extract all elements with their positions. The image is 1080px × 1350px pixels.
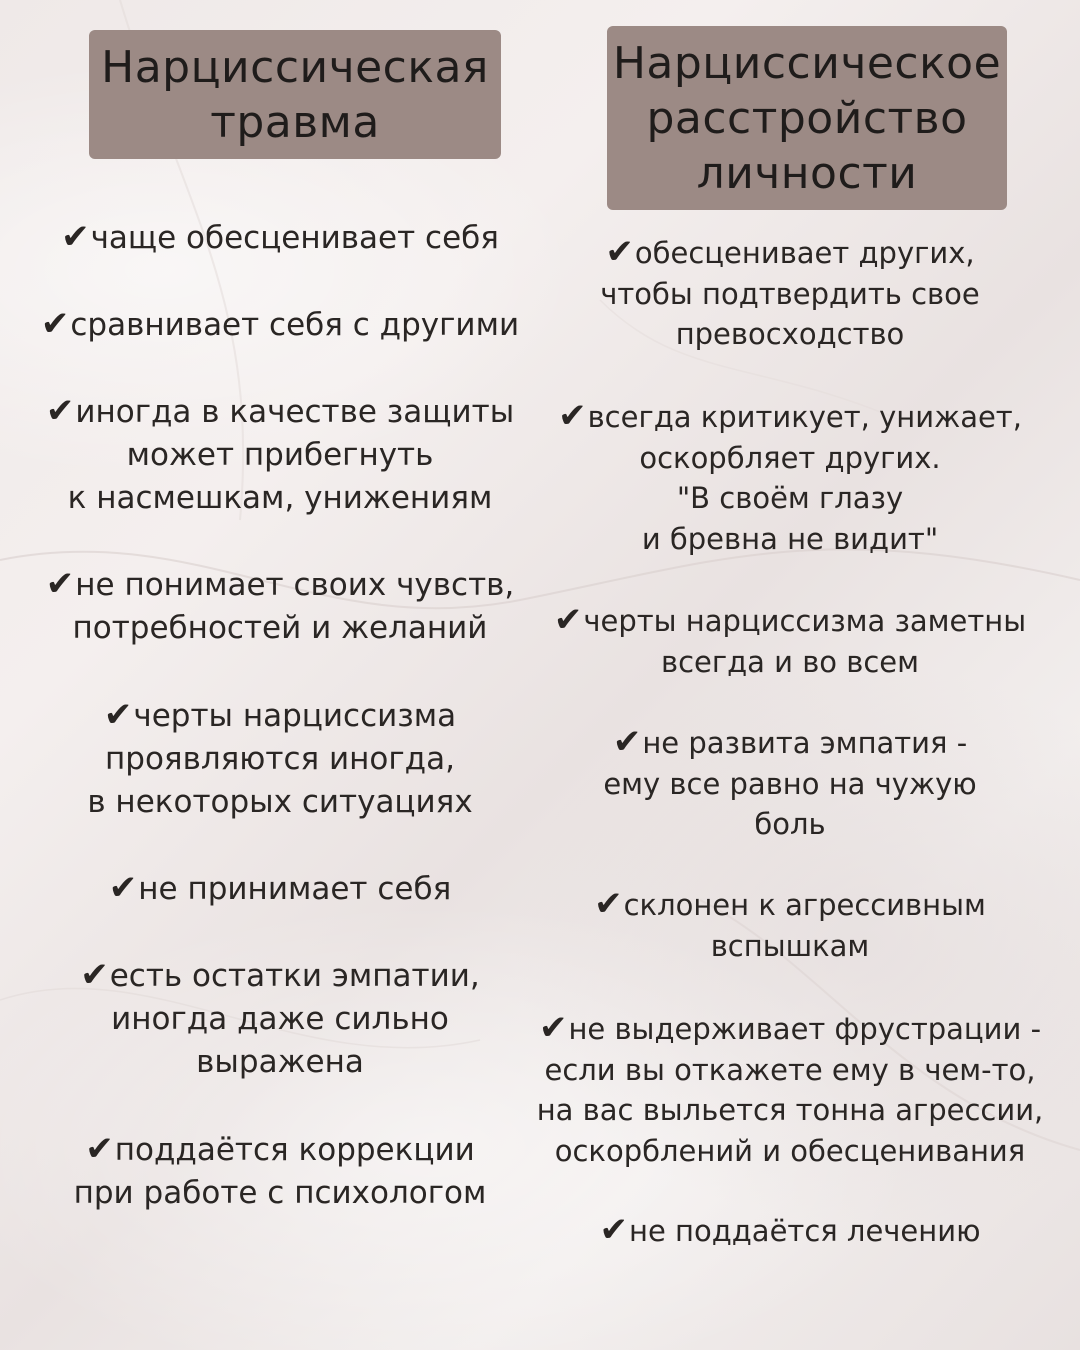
right-list-item: ✔обесценивает других, чтобы подтвердить свое превосходство	[600, 232, 980, 351]
left-list-item: ✔не принимает себя	[108, 868, 452, 908]
checkmark-icon: ✔	[594, 884, 623, 924]
checkmark-icon: ✔	[605, 232, 634, 272]
checkmark-icon: ✔	[538, 1008, 568, 1048]
left-list-item: ✔чаще обесценивает себя	[61, 217, 499, 257]
left-column-header	[89, 30, 501, 159]
right-column-header	[607, 26, 1007, 210]
checkmark-icon: ✔	[61, 217, 90, 257]
left-column-title: Нарциссическая травма	[101, 41, 489, 148]
right-list-item: ✔всегда критикует, унижает, оскорбляет других. "В своём глазу и бревна не видит"	[558, 396, 1022, 556]
checkmark-icon: ✔	[80, 955, 109, 995]
right-column-title: Нарциссическое расстройство личности	[612, 37, 1002, 199]
left-list-item: ✔сравнивает себя с другими	[40, 304, 520, 344]
left-list-item: ✔иногда в качестве защиты может прибегнуть к насмешкам, унижениям	[45, 391, 515, 516]
checkmark-icon: ✔	[45, 391, 75, 431]
checkmark-icon: ✔	[599, 1210, 628, 1250]
checkmark-icon: ✔	[103, 695, 133, 735]
checkmark-icon: ✔	[40, 304, 70, 344]
checkmark-icon: ✔	[45, 564, 75, 604]
checkmark-icon: ✔	[558, 396, 587, 436]
checkmark-icon: ✔	[612, 722, 642, 762]
left-list-item: ✔черты нарциссизма проявляются иногда, в некоторых ситуациях	[87, 695, 473, 820]
right-list-item: ✔черты нарциссизма заметны всегда и во всем	[553, 600, 1027, 679]
checkmark-icon: ✔	[108, 868, 138, 908]
right-list-item: ✔не поддаётся лечению	[599, 1210, 981, 1250]
left-list-item: ✔поддаётся коррекции при работе с психологом	[73, 1129, 487, 1211]
right-list-item: ✔не развита эмпатия - ему все равно на чужую боль	[603, 722, 977, 841]
left-list-item: ✔есть остатки эмпатии, иногда даже сильно выражена	[80, 955, 480, 1080]
checkmark-icon: ✔	[85, 1129, 114, 1169]
right-list-item: ✔склонен к агрессивным вспышкам	[594, 884, 986, 963]
checkmark-icon: ✔	[553, 600, 583, 640]
right-list-item: ✔не выдерживает фрустрации - если вы откажете ему в чем-то, на вас выльется тонна агрессии, оскорблений и обесценивания	[536, 1008, 1044, 1168]
left-list-item: ✔не понимает своих чувств, потребностей и желаний	[45, 564, 515, 646]
